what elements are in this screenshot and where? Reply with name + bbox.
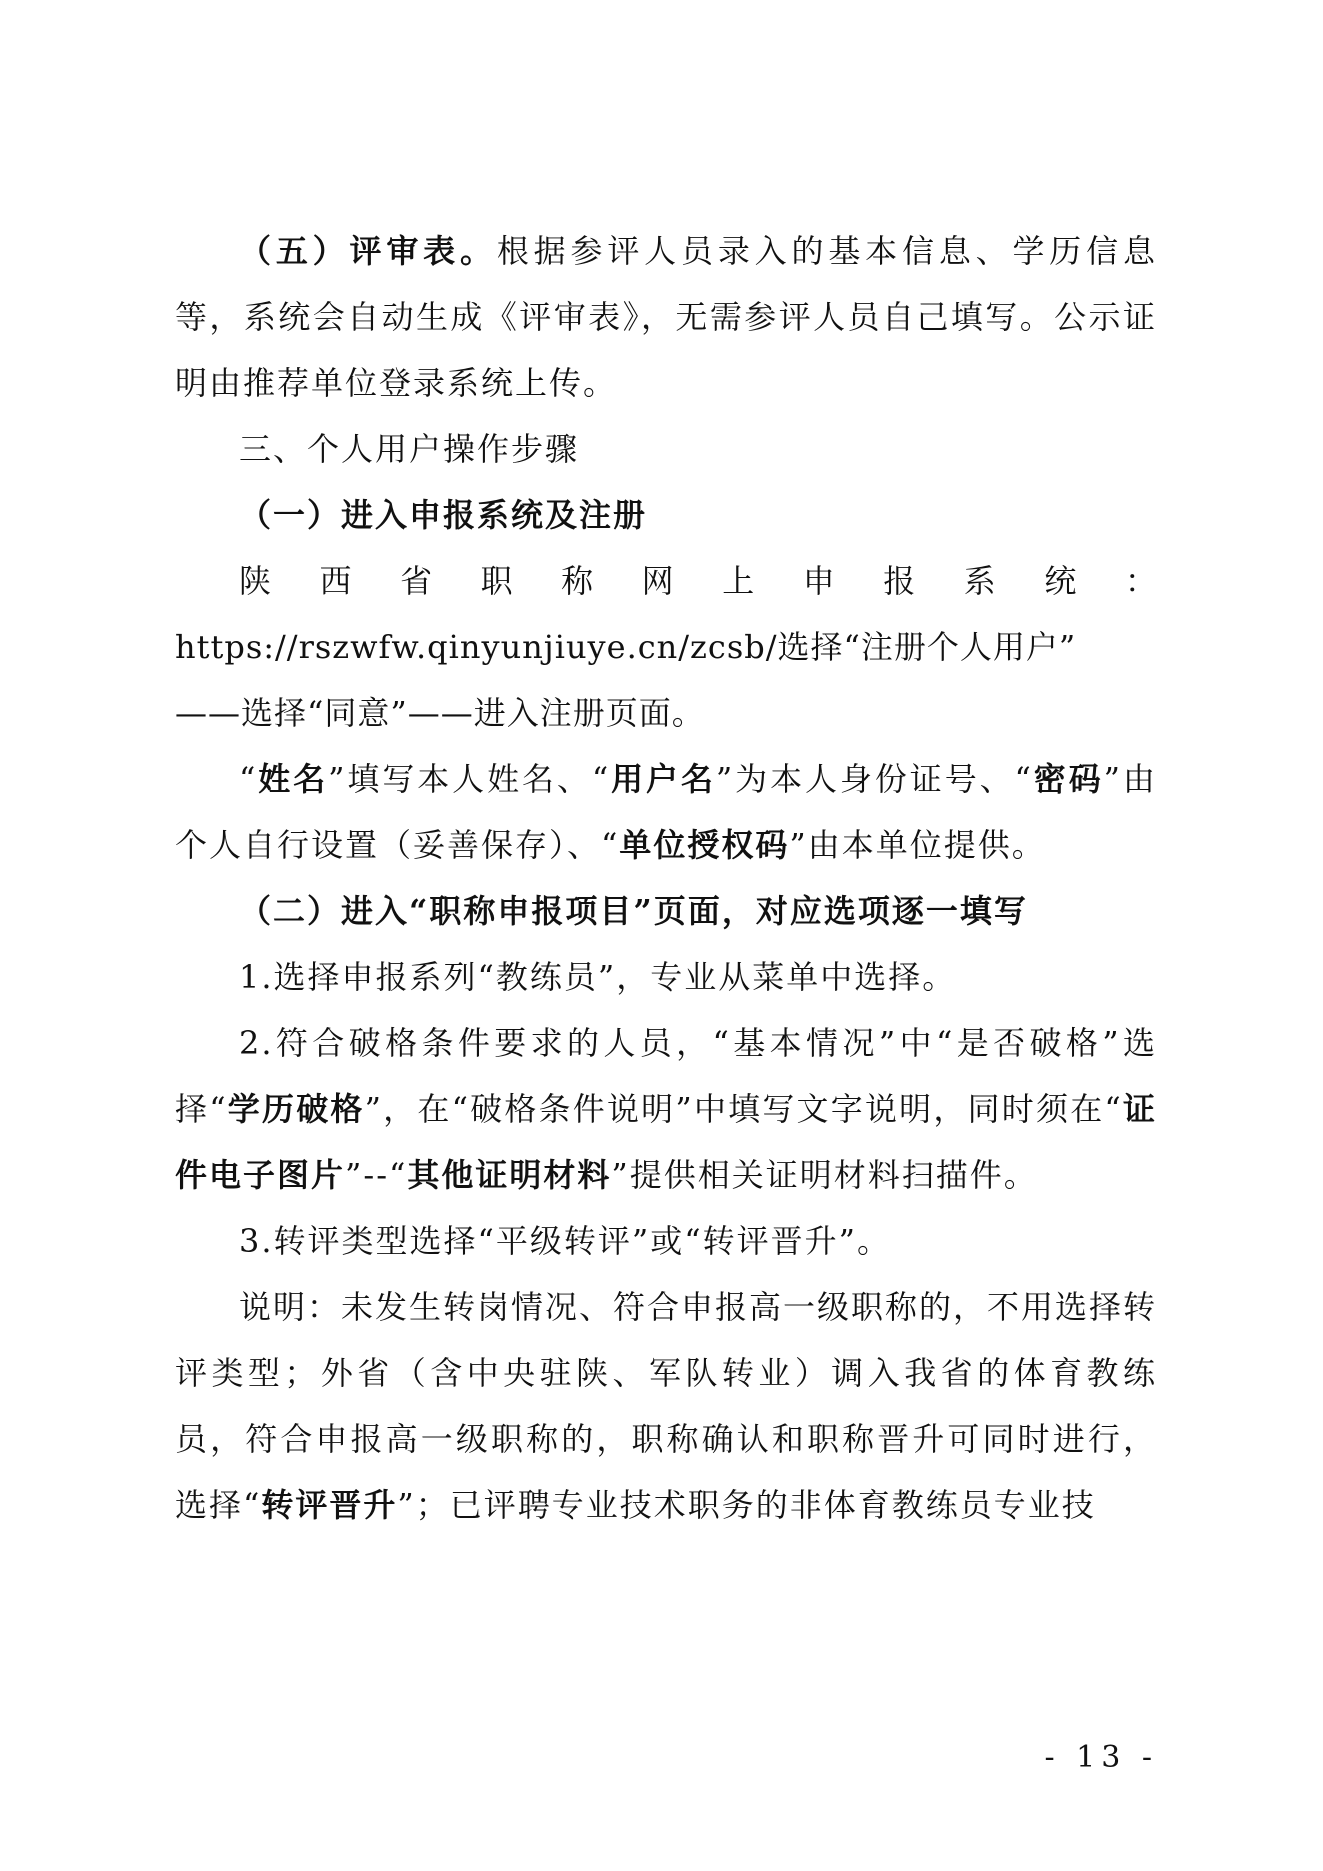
review-form-lead: （五）评审表。 (239, 232, 497, 270)
document-body (175, 218, 1157, 1538)
paragraph-note (175, 1274, 1157, 1538)
text-fragment: ”，在“破格条件说明”中填写文字说明，同时须在“ (364, 1090, 1123, 1128)
field-name-label: 姓名 (257, 760, 329, 798)
system-name-char: 职 (480, 562, 513, 600)
text-fragment: 说明：未发生转岗情况、符合申报高一级职称的，不用选择转评类型；外省（含中央驻陕、军队转业）调入我省的体育教练员，符合申报高一级职称的，职称确认和职称晋升可同时进行，选择“ (175, 1288, 1158, 1524)
registration-steps-line: ——选择“同意”——进入注册页面。 (175, 694, 705, 732)
paragraph-review-form (175, 218, 1157, 416)
list-item-1: 1.选择申报系列“教练员”，专业从菜单中选择。 (239, 958, 957, 996)
text-fragment: ”--“ (345, 1156, 408, 1194)
exception-type-label: 学历破格 (227, 1090, 365, 1128)
text-fragment: ”为本人身份证号、“ (715, 760, 1033, 798)
system-name-char: 省 (400, 562, 433, 600)
list-item-3: 3.转评类型选择“平级转评”或“转评晋升”。 (239, 1222, 891, 1260)
system-name-char: 网 (641, 562, 674, 600)
subsection-heading-2: （二）进入“职称申报项目”页面，对应选项逐一填写 (239, 892, 1028, 930)
field-password-label: 密码 (1032, 760, 1104, 798)
subsection-heading-1: （一）进入申报系统及注册 (239, 496, 648, 534)
system-name-char: 申 (802, 562, 835, 600)
paragraph-registration-fields (175, 746, 1157, 878)
system-name-char: 统 (1044, 562, 1077, 600)
document-image-label: 证件电子图片 (175, 1090, 1157, 1194)
transfer-promotion-label: 转评晋升 (261, 1486, 398, 1524)
system-name-line (175, 548, 1157, 614)
text-fragment: “ (239, 760, 258, 798)
page-number: - 13 - (1044, 1740, 1158, 1775)
text-fragment: 2.符合破格条件要求的人员，“基本情况”中“是否破格”选择“ (175, 1024, 1157, 1128)
system-url-line: https://rszwfw.qinyunjiuye.cn/zcsb/选择“注册个人用户” (175, 628, 1077, 666)
other-materials-label: 其他证明材料 (407, 1156, 612, 1194)
text-fragment: ”填写本人姓名、“ (328, 760, 611, 798)
text-fragment: ”由个人自行设置（妥善保存）、“ (175, 760, 1157, 864)
system-name-char: 系 (963, 562, 996, 600)
text-fragment: ”提供相关证明材料扫描件。 (611, 1156, 1038, 1194)
text-fragment: ”；已评聘专业技术职务的非体育教练员专业技 (397, 1486, 1096, 1524)
system-name-char: ： (1124, 562, 1157, 600)
system-name-char: 报 (883, 562, 916, 600)
field-auth-code-label: 单位授权码 (619, 826, 790, 864)
section-heading-3: 三、个人用户操作步骤 (239, 430, 580, 468)
system-name-char: 陕 (239, 562, 272, 600)
field-username-label: 用户名 (610, 760, 716, 798)
system-name-char: 西 (319, 562, 352, 600)
system-name-char: 上 (722, 562, 755, 600)
text-fragment: ”由本单位提供。 (789, 826, 1046, 864)
system-name-char: 称 (561, 562, 594, 600)
list-item-2 (175, 1010, 1157, 1208)
review-form-text: 根据参评人员录入的基本信息、学历信息等，系统会自动生成《评审表》，无需参评人员自己填写。公示证明由推荐单位登录系统上传。 (175, 232, 1157, 402)
